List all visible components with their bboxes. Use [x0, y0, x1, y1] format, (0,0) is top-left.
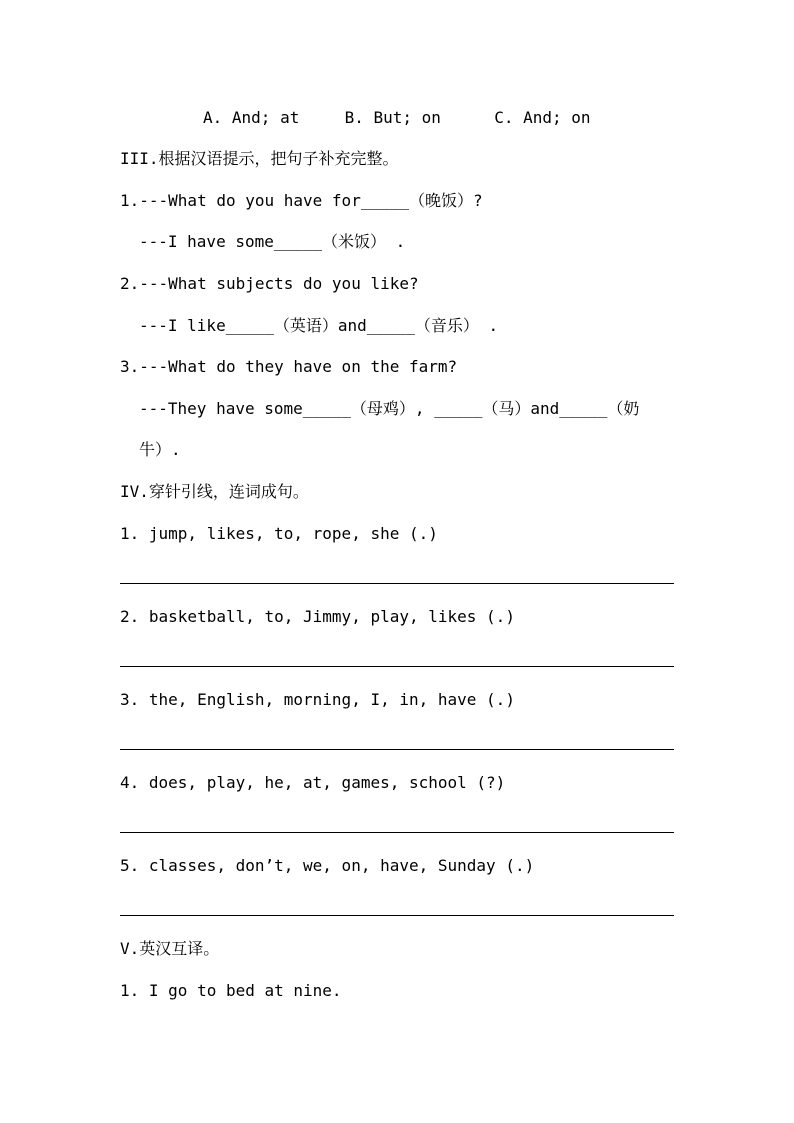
answer-line [120, 915, 674, 916]
option-c: C. And; on [494, 108, 591, 127]
q3-line2: ---They have some_____（母鸡）, _____（马）and_____（奶 [139, 399, 640, 418]
sentence-item: 1. jump, likes, to, rope, she (.) [120, 524, 438, 543]
translation-item: 1. I go to bed at nine. [120, 981, 342, 1000]
sentence-item: 2. basketball, to, Jimmy, play, likes (.) [120, 607, 515, 626]
answer-line [120, 749, 674, 750]
q1-line1: 1.---What do you have for_____（晚饭）? [120, 191, 483, 210]
sentence-item: 5. classes, don’t, we, on, have, Sunday (.) [120, 856, 535, 875]
section-4-heading: IV.穿针引线，连词成句。 [120, 482, 309, 501]
answer-line [120, 666, 674, 667]
sentence-item: 3. the, English, morning, I, in, have (.) [120, 690, 515, 709]
q2-line2: ---I like_____（英语）and_____（音乐） . [139, 316, 499, 335]
q1-line2: ---I have some_____（米饭） . [139, 232, 406, 251]
answer-line [120, 583, 674, 584]
sentence-item: 4. does, play, he, at, games, school (?) [120, 773, 506, 792]
option-b: B. But; on [344, 108, 441, 127]
section-3-heading: III.根据汉语提示，把句子补充完整。 [120, 149, 399, 168]
option-a: A. And; at [203, 108, 300, 127]
q2-line1: 2.---What subjects do you like? [120, 274, 419, 293]
q3-line1: 3.---What do they have on the farm? [120, 357, 458, 376]
section-5-heading: V.英汉互译。 [120, 939, 220, 958]
answer-line [120, 832, 674, 833]
options-line [203, 108, 591, 128]
q3-line3: 牛）. [139, 440, 181, 459]
